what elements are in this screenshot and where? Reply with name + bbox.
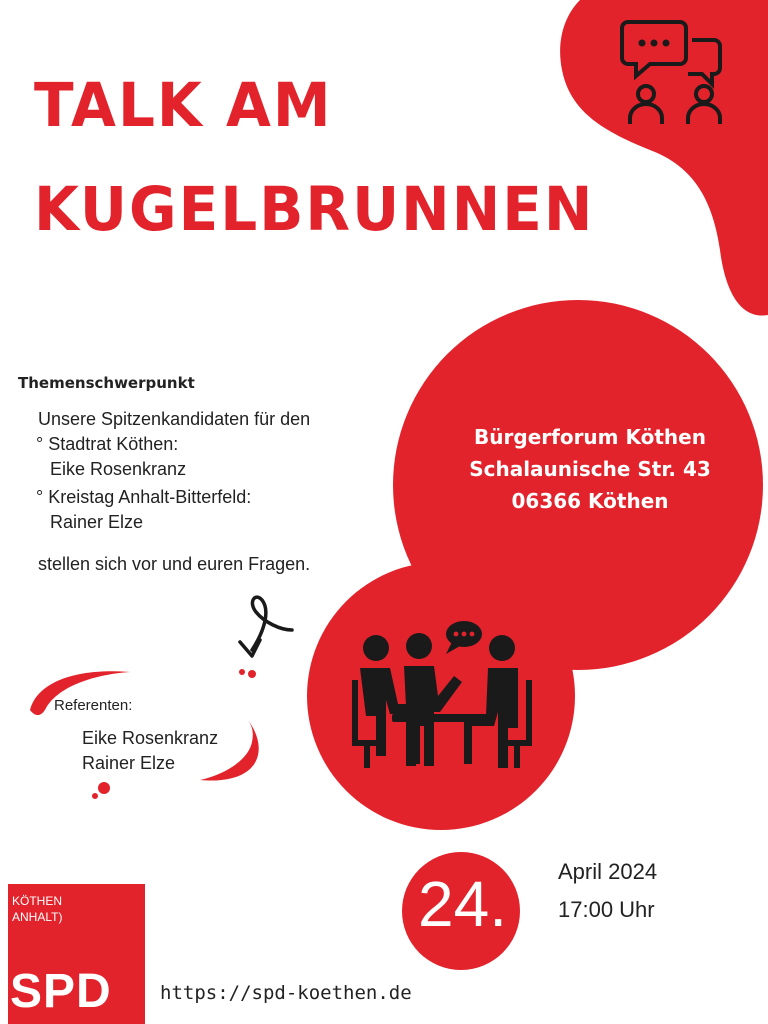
theme-item1-label: ° Stadtrat Köthen: bbox=[36, 434, 179, 454]
meeting-table-icon bbox=[352, 620, 532, 770]
event-time: 17:00 Uhr bbox=[558, 897, 655, 922]
theme-intro: Unsere Spitzenkandidaten für den bbox=[38, 409, 311, 429]
speaker-name-2: Rainer Elze bbox=[82, 753, 176, 773]
spd-logo bbox=[8, 884, 145, 1024]
logo-line-2: ANHALT) bbox=[12, 910, 63, 924]
theme-item1-name: Eike Rosenkranz bbox=[50, 459, 187, 479]
title-line-1: TALK AM bbox=[34, 69, 333, 141]
venue-city: 06366 Köthen bbox=[511, 489, 669, 513]
title-line-2: KUGELBRUNNEN bbox=[34, 173, 595, 245]
speaker-name-1: Eike Rosenkranz bbox=[82, 728, 219, 748]
venue-name: Bürgerforum Köthen bbox=[474, 425, 706, 449]
logo-line-1: KÖTHEN bbox=[12, 894, 63, 908]
speakers-label: Referenten: bbox=[54, 697, 133, 714]
event-month-year: April 2024 bbox=[558, 859, 658, 884]
theme-item2-label: ° Kreistag Anhalt-Bitterfeld: bbox=[36, 487, 252, 507]
venue-address bbox=[420, 421, 760, 517]
website-url[interactable]: https://spd-koethen.de bbox=[160, 982, 412, 1004]
logo-party: SPD bbox=[10, 965, 112, 1018]
theme-outro: stellen sich vor und euren Fragen. bbox=[38, 554, 311, 574]
chat-people-icon bbox=[618, 10, 730, 130]
venue-street: Schalaunische Str. 43 bbox=[469, 457, 711, 481]
theme-item2-name: Rainer Elze bbox=[50, 512, 144, 532]
event-day: 24. bbox=[418, 868, 507, 940]
theme-heading: Themenschwerpunkt bbox=[18, 374, 195, 392]
